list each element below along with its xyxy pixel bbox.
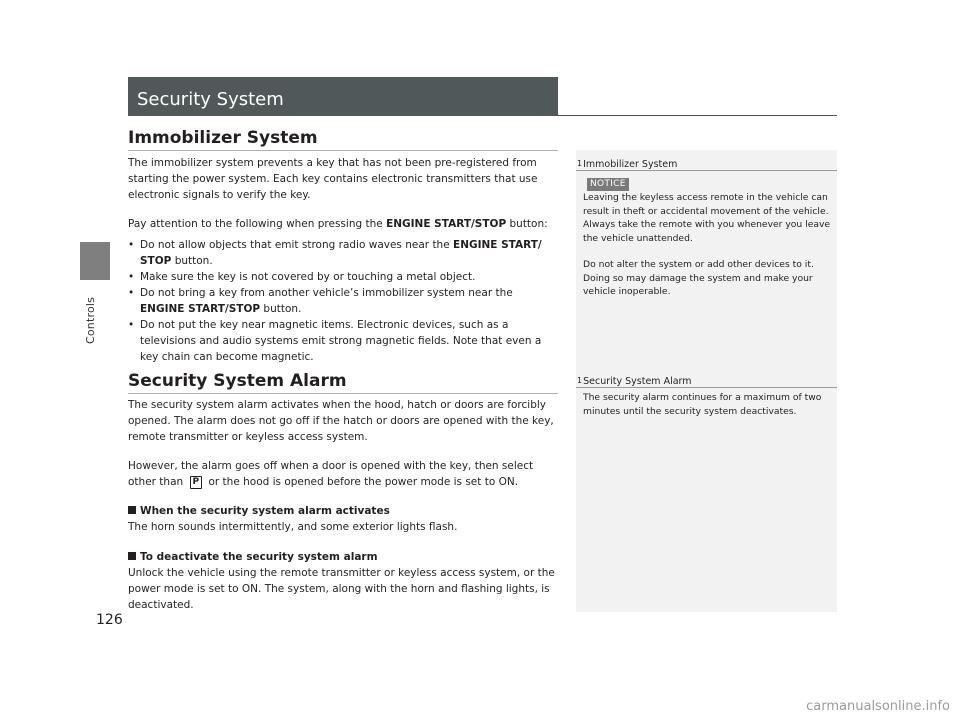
attention-text: Pay attention to the following when pressing the bbox=[128, 218, 387, 230]
note-rule bbox=[576, 387, 837, 388]
list-item bbox=[128, 285, 560, 317]
bullet-bold: ENGINE START/ STOP bbox=[140, 239, 542, 267]
note-title-text: Immobilizer System bbox=[583, 159, 678, 170]
alarm-heading: Security System Alarm bbox=[128, 371, 347, 391]
alarm-deactivate-subheading bbox=[128, 549, 378, 565]
bullet-dot: • bbox=[128, 239, 135, 251]
note-alarm-text: The security alarm continues for a maximum of two minutes until the security system deactivates. bbox=[583, 392, 822, 417]
immobilizer-bullet-list bbox=[128, 237, 560, 365]
alarm-activates-text: The horn sounds intermittently, and some exterior lights flash. bbox=[128, 521, 458, 533]
bullet-text: Do not bring a key from another vehicle’s immobilizer system near the bbox=[140, 287, 513, 299]
immobilizer-heading: Immobilizer System bbox=[128, 128, 318, 148]
alarm-heading-rule bbox=[128, 393, 558, 394]
bullet-bold: ENGINE START/STOP bbox=[140, 303, 261, 315]
page-number: 126 bbox=[96, 612, 123, 628]
bullet-dot: • bbox=[128, 271, 135, 283]
section-tab-marker bbox=[80, 242, 110, 280]
note-immobilizer-text-1: Leaving the keyless access remote in the vehicle can result in theft or accidental movement of the vehicle. Always take the remote with you whenever you leave the vehicle unattended. bbox=[583, 192, 831, 244]
square-bullet-icon bbox=[128, 506, 136, 514]
note-title-text: Security System Alarm bbox=[583, 376, 692, 387]
notice-badge: NOTICE bbox=[587, 178, 629, 191]
alarm-description: The security system alarm activates when the hood, hatch or doors are forcibly opened. The alarm does not go off if the hatch or doors are opened with the key, remote transmitter or keyless access system. bbox=[128, 399, 554, 443]
alarm-exception bbox=[128, 458, 560, 490]
immobilizer-heading-rule bbox=[128, 150, 558, 151]
exception-text: However, the alarm goes off when a door is opened with the key, then select other than bbox=[128, 460, 534, 488]
immobilizer-attention bbox=[128, 216, 560, 232]
bullet-text: Do not allow objects that emit strong radio waves near the bbox=[140, 239, 454, 251]
section-title: Security System bbox=[137, 89, 284, 110]
bullet-text: Make sure the key is not covered by or touching a metal object. bbox=[140, 271, 476, 283]
alarm-deactivate-text: Unlock the vehicle using the remote transmitter or keyless access system, or the power mode is set to ON. The system, along with the horn and flashing lights, is deactivated. bbox=[128, 567, 555, 611]
subheading-text: To deactivate the security system alarm bbox=[140, 551, 378, 563]
bullet-dot: • bbox=[128, 287, 135, 299]
side-section-label: Controls bbox=[84, 296, 97, 344]
park-gear-key: P bbox=[190, 476, 203, 489]
attention-text-end: button: bbox=[506, 218, 548, 230]
subheading-text: When the security system alarm activates bbox=[140, 505, 390, 517]
reference-marker: 1 bbox=[577, 159, 583, 168]
bullet-dot: • bbox=[128, 319, 135, 331]
bullet-text: Do not put the key near magnetic items. Electronic devices, such as a televisions and audio systems emit strong magnetic fields. Note that even a key chain can become magnetic. bbox=[140, 319, 542, 363]
square-bullet-icon bbox=[128, 552, 136, 560]
list-item bbox=[128, 269, 560, 285]
bullet-text-end: button. bbox=[171, 255, 213, 267]
alarm-activates-subheading bbox=[128, 503, 390, 519]
note-immobilizer-text-2: Do not alter the system or add other devices to it. Doing so may damage the system and make your vehicle inoperable. bbox=[583, 259, 814, 297]
exception-text-end: or the hood is opened before the power mode is set to ON. bbox=[205, 476, 519, 488]
list-item bbox=[128, 237, 560, 269]
watermark: carmanualsonline.info bbox=[806, 699, 950, 714]
header-rule bbox=[128, 115, 837, 116]
list-item bbox=[128, 317, 560, 365]
bullet-text-end: button. bbox=[260, 303, 302, 315]
reference-marker: 1 bbox=[577, 376, 583, 385]
attention-button-name: ENGINE START/STOP bbox=[386, 218, 507, 230]
section-title-bar bbox=[128, 77, 558, 115]
immobilizer-intro: The immobilizer system prevents a key that has not been pre-registered from starting the power system. Each key contains electronic transmitters that use electronic signals to verify the key. bbox=[128, 157, 538, 201]
note-rule bbox=[576, 170, 837, 171]
